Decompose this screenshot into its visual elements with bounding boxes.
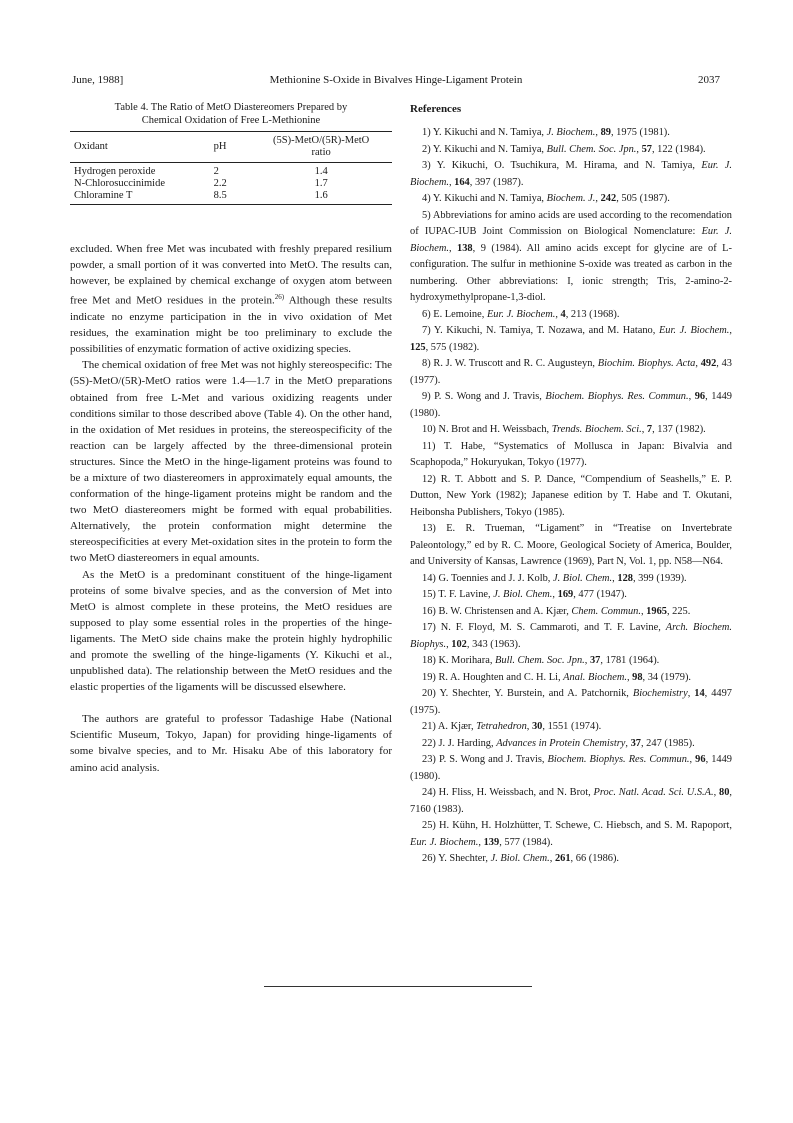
reference-authors: R. A. Houghten and C. H. Li, [438, 671, 564, 683]
reference-number: 21) [422, 721, 436, 733]
reference-authors: N. Brot and H. Weissbach, [438, 424, 552, 436]
reference-authors: Y. Kikuchi, N. Tamiya, T. Nozawa, and M. Hatano, [433, 325, 659, 337]
reference-journal: Advances in Protein Chemistry [496, 737, 626, 749]
reference-item: 15) T. F. Lavine, J. Biol. Chem., 169, 477 (1947). [422, 589, 627, 601]
reference-pages: , 225. [666, 605, 691, 617]
reference-journal: Eur. J. Biochem. [410, 226, 732, 254]
reference-pages: , 477 (1947). [573, 589, 627, 601]
reference-number: 3) [422, 160, 431, 172]
reference-pages: , 577 (1984). [499, 836, 553, 848]
reference-journal: J. Biol. Chem. [553, 572, 613, 584]
left-column [70, 101, 392, 776]
reference-authors: T. F. Lavine, [438, 589, 494, 601]
reference-authors: Abbreviations for amino acids are used according to the recomendation of IUPAC-IUB Joint Commission on Biological Nomenclature: [410, 209, 732, 238]
reference-volume: 96 [695, 754, 706, 766]
reference-pages: , 1975 (1981). [610, 127, 670, 139]
table-header-ratio: (5S)-MetO/(5R)-MetO ratio [273, 135, 370, 158]
reference-journal: Chem. Commun. [571, 605, 641, 617]
reference-item: 21) A. Kjær, Tetrahedron, 30, 1551 (1974). [422, 721, 602, 733]
reference-authors: Y. Kikuchi and N. Tamiya, [432, 193, 547, 205]
reference-authors: K. Morihara, [438, 655, 496, 667]
reference-number: 12) [422, 473, 436, 485]
reference-journal: Eur. J. Biochem. [486, 308, 556, 320]
table-cell: Chloramine T [74, 190, 133, 201]
reference-volume: 30 [531, 721, 543, 733]
reference-item: 16) B. W. Christensen and A. Kjær, Chem. Commun., 1965, 225. [422, 605, 691, 617]
table-row [70, 163, 392, 179]
reference-item: 2) Y. Kikuchi and N. Tamiya, Bull. Chem. Soc. Jpn., 57, 122 (1984). [422, 143, 706, 155]
reference-item: 5) Abbreviations for amino acids are used according to the recomendation of IUPAC-IUB Joint Commission on Biological Nomenclature: Eur. J. Biochem., 138, 9 (1984). All amino acids except for glycine are of L-configuration. The sulfur in methionine S-oxide was treated as carbon in the numbering. Other abbreviations: I, ionic strength; Tris, 2-amino-2-hydroxymethylpropane-1,3-diol. [410, 209, 732, 304]
reference-number: 1) [422, 127, 431, 139]
reference-journal: Biochim. Biophys. Acta [597, 358, 696, 370]
reference-authors: Y. Shechter, [438, 853, 491, 865]
reference-pages: , 137 (1982). [652, 424, 706, 436]
reference-item: 7) Y. Kikuchi, N. Tamiya, T. Nozawa, and M. Hatano, Eur. J. Biochem., 125, 575 (1982). [410, 325, 733, 353]
reference-journal: J. Biol. Chem. [490, 853, 550, 865]
reference-journal: Biochemistry [632, 688, 688, 700]
reference-authors: H. Fliss, H. Weissbach, and N. Brot, [438, 787, 594, 799]
reference-item [410, 472, 732, 522]
reference-pages: , 43 (1977). [410, 358, 732, 386]
reference-item: 10) N. Brot and H. Weissbach, Trends. Biochem. Sci., 7, 137 (1982). [422, 424, 706, 436]
header-title: Methionine S-Oxide in Bivalves Hinge-Ligament Protein [269, 74, 523, 86]
reference-journal: Eur. J. Biochem. [410, 836, 479, 848]
reference-number: 25) [422, 820, 436, 832]
reference-authors: A. Kjær, [437, 721, 477, 733]
reference-pages: , 247 (1985). [640, 737, 695, 749]
reference-journal: Eur. J. Biochem. [658, 325, 730, 337]
reference-volume: 57 [641, 143, 652, 155]
reference-number: 9) [422, 391, 431, 403]
reference-number: 10) [422, 424, 436, 436]
reference-number: 19) [422, 671, 436, 683]
reference-authors: J. J. Harding, [438, 737, 497, 749]
reference-number: 20) [422, 688, 436, 700]
reference-item: 25) H. Kühn, H. Holzhütter, T. Schewe, C. Hiebsch, and S. M. Rapoport, Eur. J. Biochem., 139, 577 (1984). [410, 820, 732, 848]
reference-volume: 89 [600, 127, 611, 139]
table-cell: 1.6 [314, 190, 328, 201]
right-column [410, 101, 732, 868]
reference-volume: 164 [454, 176, 470, 188]
reference-pages: , 343 (1963). [466, 638, 521, 650]
reference-item: 1) Y. Kikuchi and N. Tamiya, J. Biochem., 89, 1975 (1981). [422, 127, 670, 139]
citation-sup: 26) [274, 293, 285, 302]
table-cell: 2.2 [213, 178, 227, 189]
reference-authors: P. S. Wong and J. Travis, [438, 754, 548, 766]
reference-journal: Biochem. Biophys. Res. Commun. [547, 754, 690, 766]
reference-volume: 80 [719, 787, 730, 799]
reference-authors: Y. Kikuchi and N. Tamiya, [432, 127, 547, 139]
reference-volume: 1965 [646, 605, 667, 617]
reference-item: 4) Y. Kikuchi and N. Tamiya, Biochem. J., 242, 505 (1987). [422, 193, 670, 205]
reference-volume: 128 [617, 572, 633, 584]
reference-pages: , 505 (1987). [616, 193, 670, 205]
reference-pages: , 1781 (1964). [600, 655, 660, 667]
table-caption-line1: The Ratio of MetO Diastereomers Prepared by [150, 102, 348, 113]
reference-authors: H. Kühn, H. Holzhütter, T. Schewe, C. Hiebsch, and S. M. Rapoport, [439, 820, 732, 832]
reference-number: 26) [422, 853, 436, 865]
table-row [70, 190, 392, 205]
reference-number: 13) [422, 523, 436, 535]
reference-number: 6) [422, 308, 431, 320]
reference-volume: 169 [557, 589, 574, 601]
reference-item: 17) N. F. Floyd, M. S. Cammaroti, and T. F. Lavine, Arch. Biochem. Biophys., 102, 343 (1963). [410, 622, 732, 650]
reference-authors: Y. Shechter, Y. Burstein, and A. Patchornik, [439, 688, 633, 700]
reference-journal: Bull. Chem. Soc. Jpn. [546, 143, 637, 155]
reference-authors: E. R. Trueman, “Ligament” in “Treatise on Invertebrate Paleontology,” ed by R. C. Moore, Geological Society of America, Boulder, and University of Kansas, Lawrence (1969), Part N, Vol. 1, pp. N58—N64. [410, 523, 732, 568]
reference-pages: , 1449 (1980). [410, 754, 733, 782]
table-cell: 8.5 [213, 190, 227, 201]
reference-pages: , 7160 (1983). [410, 787, 733, 815]
reference-number: 8) [422, 358, 431, 370]
reference-item [410, 521, 732, 571]
reference-authors: T. Habe, “Systematics of Mollusca in Japan: Bivalvia and Scaphopoda,” Hokuryukan, Tokyo (1977). [410, 440, 732, 469]
reference-number: 2) [422, 143, 431, 155]
reference-journal: Proc. Natl. Acad. Sci. U.S.A. [593, 787, 714, 799]
reference-journal: Trends. Biochem. Sci. [551, 424, 642, 436]
reference-number: 5) [422, 209, 431, 221]
reference-volume: 261 [554, 853, 571, 865]
running-header [72, 74, 720, 90]
reference-item: 23) P. S. Wong and J. Travis, Biochem. Biophys. Res. Commun., 96, 1449 (1980). [410, 754, 733, 782]
reference-authors: Y. Kikuchi and N. Tamiya, [432, 143, 547, 155]
reference-authors: Y. Kikuchi, O. Tsuchikura, M. Hirama, and N. Tamiya, [436, 160, 702, 172]
reference-number: 17) [422, 622, 436, 634]
reference-pages: , 399 (1939). [632, 572, 687, 584]
reference-journal: Biochem. J. [546, 193, 596, 205]
reference-pages: , 4497 (1975). [410, 688, 733, 716]
reference-volume: 242 [600, 193, 617, 205]
reference-item: 8) R. J. W. Truscott and R. C. Augusteyn, Biochim. Biophys. Acta, 492, 43 (1977). [410, 358, 732, 386]
reference-pages: , 122 (1984). [651, 143, 706, 155]
body-paragraph: excluded. When free Met was incubated with freshly prepared resilium powder, a small portion of it was converted into MetO. The results can, however, be explained by chemical exchange of oxygen atom between free Met and MetO residues in the protein.$^{26)}$ Although these results indicate no enzyme participation in the in vivo oxidation of Met residues, the examination might be too preliminary to exclude the possibilities of enzymatic formation of active oxidizing species. [70, 243, 392, 356]
reference-item [410, 439, 732, 472]
reference-number: 18) [422, 655, 436, 667]
reference-number: 14) [422, 572, 436, 584]
reference-item: 24) H. Fliss, H. Weissbach, and N. Brot, Proc. Natl. Acad. Sci. U.S.A., 80, 7160 (1983). [410, 787, 733, 815]
reference-journal: J. Biol. Chem. [493, 589, 553, 601]
reference-number: 7) [422, 325, 431, 337]
reference-pages: , 34 (1979). [642, 671, 692, 683]
reference-pages: , 1449 (1980). [410, 391, 732, 419]
reference-volume: 7 [646, 424, 653, 436]
references-heading: References [410, 103, 462, 115]
reference-pages: , 66 (1986). [570, 853, 620, 865]
page-number: 2037 [698, 74, 720, 86]
reference-pages: , 213 (1968). [565, 308, 620, 320]
reference-pages: , 575 (1982). [425, 341, 480, 353]
reference-volume: 102 [451, 638, 467, 650]
reference-item: 26) Y. Shechter, J. Biol. Chem., 261, 66 (1986). [422, 853, 620, 865]
reference-authors: B. W. Christensen and A. Kjær, [438, 605, 572, 617]
reference-item: 18) K. Morihara, Bull. Chem. Soc. Jpn., 37, 1781 (1964). [422, 655, 660, 667]
reference-journal: Bull. Chem. Soc. Jpn. [495, 655, 585, 667]
reference-pages: , 9 (1984). All amino acids except for glycine are of L-configuration. The sulfur in methionine S-oxide was treated as carbon in the numbering. Other abbreviations: I, ionic strength; Tris, 2-amino-2-hydroxymethylpropane-1,3-diol. [410, 242, 732, 304]
reference-authors: N. F. Floyd, M. S. Cammaroti, and T. F. Lavine, [440, 622, 666, 634]
reference-journal: Biochem. Biophys. Res. Commun. [545, 391, 689, 403]
table-cell: Hydrogen peroxide [74, 166, 156, 177]
reference-journal: Anal. Biochem. [563, 671, 627, 683]
reference-journal: Eur. J. Biochem. [410, 160, 732, 188]
acknowledgment: The authors are grateful to professor Tadashige Habe (National Scientific Museum, Tokyo, Japan) for providing hinge-ligaments of some bivalve species, and to Mr. Hisaku Abe of this laboratory for amino acid analysis. [70, 713, 392, 774]
reference-authors: E. Lemoine, [433, 308, 487, 320]
reference-volume: 98 [632, 671, 643, 683]
reference-pages: , 397 (1987). [469, 176, 524, 188]
reference-item: 20) Y. Shechter, Y. Burstein, and A. Patchornik, Biochemistry, 14, 4497 (1975). [410, 688, 733, 716]
reference-authors: R. J. W. Truscott and R. C. Augusteyn, [433, 358, 598, 370]
table-row [70, 178, 392, 190]
table-header-row [70, 132, 392, 163]
reference-pages: , 1551 (1974). [542, 721, 602, 733]
reference-number: 24) [422, 787, 436, 799]
reference-list [410, 125, 732, 868]
reference-item: 6) E. Lemoine, Eur. J. Biochem., 4, 213 (1968). [422, 308, 620, 320]
table-header-ph: pH [213, 141, 227, 152]
table-cell: 1.4 [314, 166, 328, 177]
table-header-oxidant: Oxidant [74, 141, 108, 152]
reference-volume: 37 [589, 655, 601, 667]
reference-item: 22) J. J. Harding, Advances in Protein Chemistry, 37, 247 (1985). [422, 737, 695, 749]
reference-journal: J. Biochem. [546, 127, 596, 139]
header-date: June, 1988] [72, 74, 124, 86]
reference-volume: 37 [630, 737, 641, 749]
reference-number: 11) [422, 440, 436, 452]
reference-volume: 96 [694, 391, 706, 403]
reference-item: 14) G. Toennies and J. J. Kolb, J. Biol. Chem., 128, 399 (1939). [422, 572, 687, 584]
reference-volume: 492 [700, 358, 717, 370]
reference-volume: 14 [694, 688, 705, 700]
reference-authors: G. Toennies and J. J. Kolb, [438, 572, 553, 584]
reference-number: 16) [422, 605, 436, 617]
table-cell: 1.7 [314, 178, 328, 189]
table-cell: 2 [213, 166, 219, 177]
reference-journal: Arch. Biochem. Biophys. [410, 622, 732, 650]
reference-journal: Tetrahedron [476, 721, 527, 733]
reference-authors: R. T. Abbott and S. P. Dance, “Compendium of Seashells,” E. P. Dutton, New York (1982); Japanese edition by T. Habe and T. Okutani, Heibonsha Publishers, Tokyo (1985). [410, 473, 733, 518]
ratio-table [70, 131, 392, 205]
reference-volume: 139 [483, 836, 500, 848]
table-cell: N-Chlorosuccinimide [74, 178, 165, 189]
end-rule [264, 986, 532, 987]
body-paragraph: As the MetO is a predominant constituent of the hinge-ligament proteins of some bivalve species, and as the conversion of Met into MetO is almost complete in these proteins, the MetO residues are supposed to play some essential roles in the properties of the hinge-ligaments. The MetO side chains make the protein highly hydrophilic and promote the swelling of the hinge-ligaments (Y. Kikuchi et al., unpublished data). The relationship between the MetO residues and the elastic properties of the ligaments will be discussed elsewhere. [70, 568, 392, 694]
reference-volume: 125 [410, 341, 426, 353]
table-caption [72, 101, 390, 127]
reference-number: 15) [422, 589, 436, 601]
reference-volume: 4 [560, 308, 566, 320]
table-label: Table 4. [114, 102, 149, 113]
reference-item: 9) P. S. Wong and J. Travis, Biochem. Biophys. Res. Commun., 96, 1449 (1980). [410, 391, 732, 419]
reference-item: 19) R. A. Houghten and C. H. Li, Anal. Biochem., 98, 34 (1979). [422, 671, 692, 683]
reference-volume: 138 [457, 242, 473, 254]
reference-authors: P. S. Wong and J. Travis, [434, 391, 546, 403]
reference-item: 3) Y. Kikuchi, O. Tsuchikura, M. Hirama, and N. Tamiya, Eur. J. Biochem., 164, 397 (1987). [410, 160, 732, 188]
table-caption-line2: Chemical Oxidation of Free L-Methionine [141, 115, 321, 126]
reference-number: 22) [422, 737, 436, 749]
reference-number: 4) [422, 193, 431, 205]
reference-number: 23) [422, 754, 436, 766]
body-paragraph: The chemical oxidation of free Met was not highly stereospecific: The (5S)-MetO/(5R)-MetO ratios were 1.4—1.7 in the MetO preparations obtained from free L-Met and various oxidizing reagents under conditions similar to those described above (Table 4). On the other hand, in the oxidation of Met residues in proteins, the stereospecificity of the reaction can be largely affected by the three-dimensional protein structures. Since the MetO in the hinge-ligament proteins was found to be a mixture of two diastereomers in approximately equal amounts, the conformation of the hinge-ligament proteins might be random and the two MetO diastereomers might be formed with equal probabilities. Alternatively, the protein conformation might determine the stereospecificities at every Met-oxidation sites in the protein to form the two MetO diastereomers in equal amounts. [70, 359, 392, 565]
